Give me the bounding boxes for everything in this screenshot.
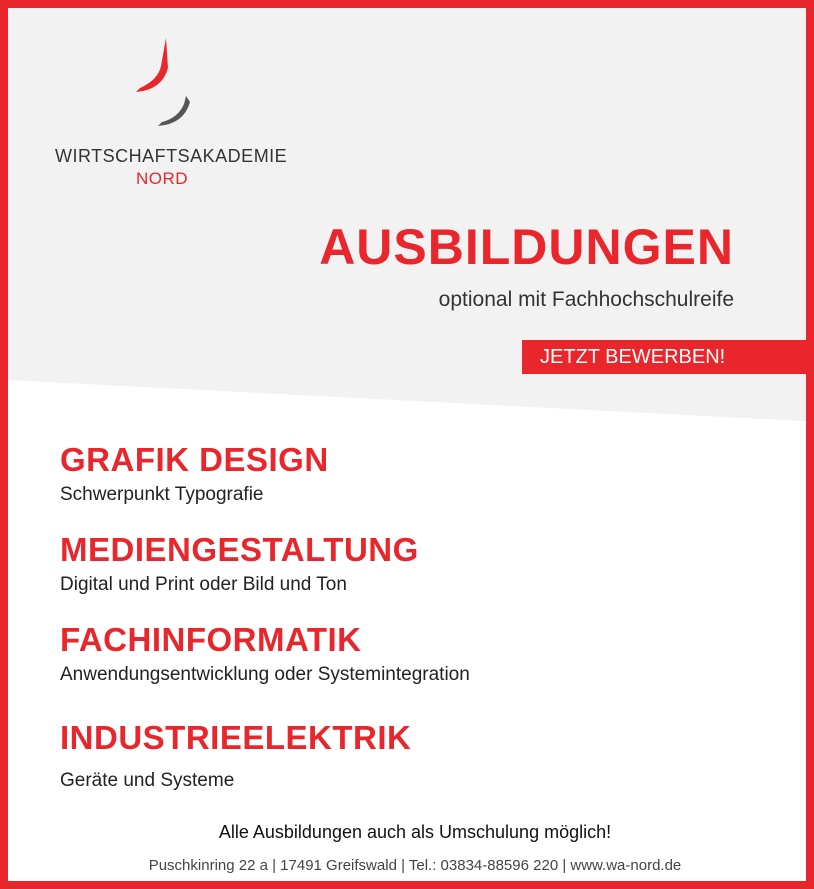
course-industrieelektrik <box>60 718 411 792</box>
wa-nord-logo-icon <box>128 36 198 130</box>
apply-now-button[interactable]: JETZT BEWERBEN! <box>522 340 814 374</box>
headline: AUSBILDUNGEN <box>319 219 734 275</box>
contact-address: Puschkinring 22 a | 17491 Greifswald | Tel.: 03834-88596 220 | www.wa-nord.de <box>148 857 682 874</box>
course-desc: Anwendungsentwicklung oder Systemintegration <box>60 664 470 685</box>
brand-name: WIRTSCHAFTSAKADEMIE <box>55 146 288 166</box>
course-title: FACHINFORMATIK <box>60 621 362 658</box>
course-fachinformatik <box>60 620 470 686</box>
course-grafik-design <box>60 440 329 506</box>
course-title: INDUSTRIEELEKTRIK <box>60 719 412 756</box>
course-desc: Digital und Print oder Bild und Ton <box>60 574 347 595</box>
course-mediengestaltung <box>60 530 419 596</box>
brand-sub: NORD <box>136 169 189 188</box>
course-title: GRAFIK DESIGN <box>60 441 329 478</box>
course-desc: Geräte und Systeme <box>60 770 235 791</box>
course-title: MEDIENGESTALTUNG <box>60 531 419 568</box>
course-desc: Schwerpunkt Typografie <box>60 484 264 505</box>
subline: optional mit Fachhochschulreife <box>438 288 734 311</box>
retraining-note: Alle Ausbildungen auch als Umschulung möglich! <box>218 822 612 842</box>
